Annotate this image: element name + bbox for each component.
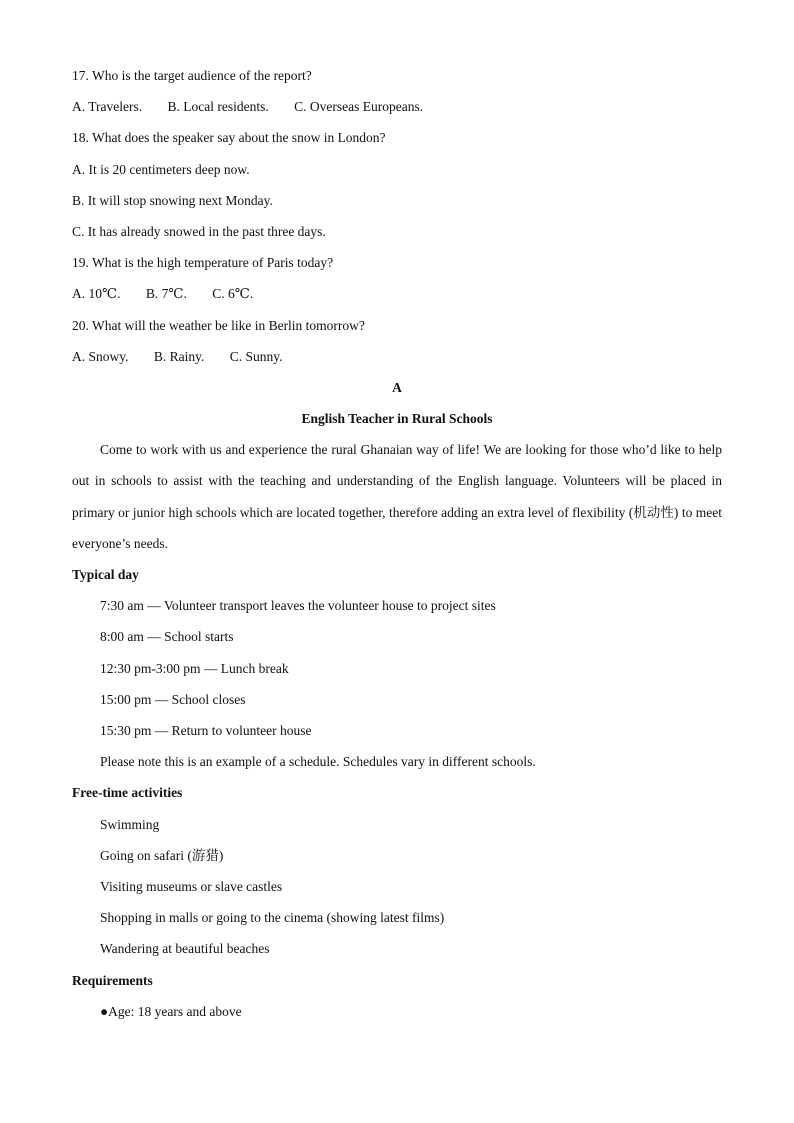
option-c: C. Sunny. bbox=[229, 348, 283, 364]
schedule-item: 15:00 pm — School closes bbox=[100, 691, 246, 707]
option-b: B. 7℃. bbox=[145, 286, 187, 302]
option-b: B. Local residents. bbox=[167, 99, 269, 115]
activity-item: Wandering at beautiful beaches bbox=[100, 941, 270, 957]
option-a: A. It is 20 centimeters deep now. bbox=[72, 161, 250, 177]
schedule-item: 15:30 pm — Return to volunteer house bbox=[100, 723, 312, 738]
option-c: C. Overseas Europeans. bbox=[294, 99, 424, 115]
schedule-item: 7:30 am — Volunteer transport leaves the volunteer house to project sites bbox=[100, 598, 496, 614]
activity-item: Visiting museums or slave castles bbox=[100, 878, 283, 894]
option-a: A. Snowy. bbox=[72, 348, 129, 364]
option-c: C. It has already snowed in the past three days. bbox=[72, 223, 326, 239]
question-17-stem: 17. Who is the target audience of the report? bbox=[72, 68, 312, 83]
question-19-stem: 19. What is the high temperature of Paris today? bbox=[72, 255, 334, 271]
requirement-item: ●Age: 18 years and above bbox=[100, 1003, 242, 1019]
schedule-item: 8:00 am — School starts bbox=[100, 629, 234, 645]
schedule-item: 12:30 pm-3:00 pm — Lunch break bbox=[100, 660, 289, 676]
free-time-heading: Free-time activities bbox=[72, 785, 183, 801]
passage-intro: Come to work with us and experience the rural Ghanaian way of life! We are looking for those who’d like to help out in schools to assist with the teaching and understanding of the English language. Volunteers will be placed in primary or junior high schools which are located together, therefore adding an extra level of flexibility (机动性) to meet everyone’s needs. bbox=[72, 442, 722, 551]
passage-title: English Teacher in Rural Schools bbox=[301, 411, 493, 427]
question-20-stem: 20. What will the weather be like in Berlin tomorrow? bbox=[72, 317, 365, 333]
activity-item: Swimming bbox=[100, 816, 160, 832]
question-17-options bbox=[72, 91, 722, 122]
question-20-options bbox=[72, 341, 722, 372]
passage-letter: A bbox=[392, 379, 402, 395]
option-b: B. Rainy. bbox=[153, 348, 205, 364]
question-18-stem: 18. What does the speaker say about the snow in London? bbox=[72, 130, 386, 146]
option-b: B. It will stop snowing next Monday. bbox=[72, 192, 273, 208]
activity-item: Shopping in malls or going to the cinema (showing latest films) bbox=[100, 910, 445, 926]
option-c: C. 6℃. bbox=[212, 286, 254, 302]
typical-day-heading: Typical day bbox=[72, 567, 139, 583]
question-19-options bbox=[72, 278, 722, 309]
option-a: A. Travelers. bbox=[72, 99, 143, 115]
document-page bbox=[72, 60, 722, 1027]
schedule-note: Please note this is an example of a schedule. Schedules vary in different schools. bbox=[100, 754, 536, 770]
requirements-heading: Requirements bbox=[72, 972, 153, 988]
activity-item: Going on safari (游猎) bbox=[100, 847, 224, 863]
option-a: A. 10℃. bbox=[72, 286, 121, 302]
